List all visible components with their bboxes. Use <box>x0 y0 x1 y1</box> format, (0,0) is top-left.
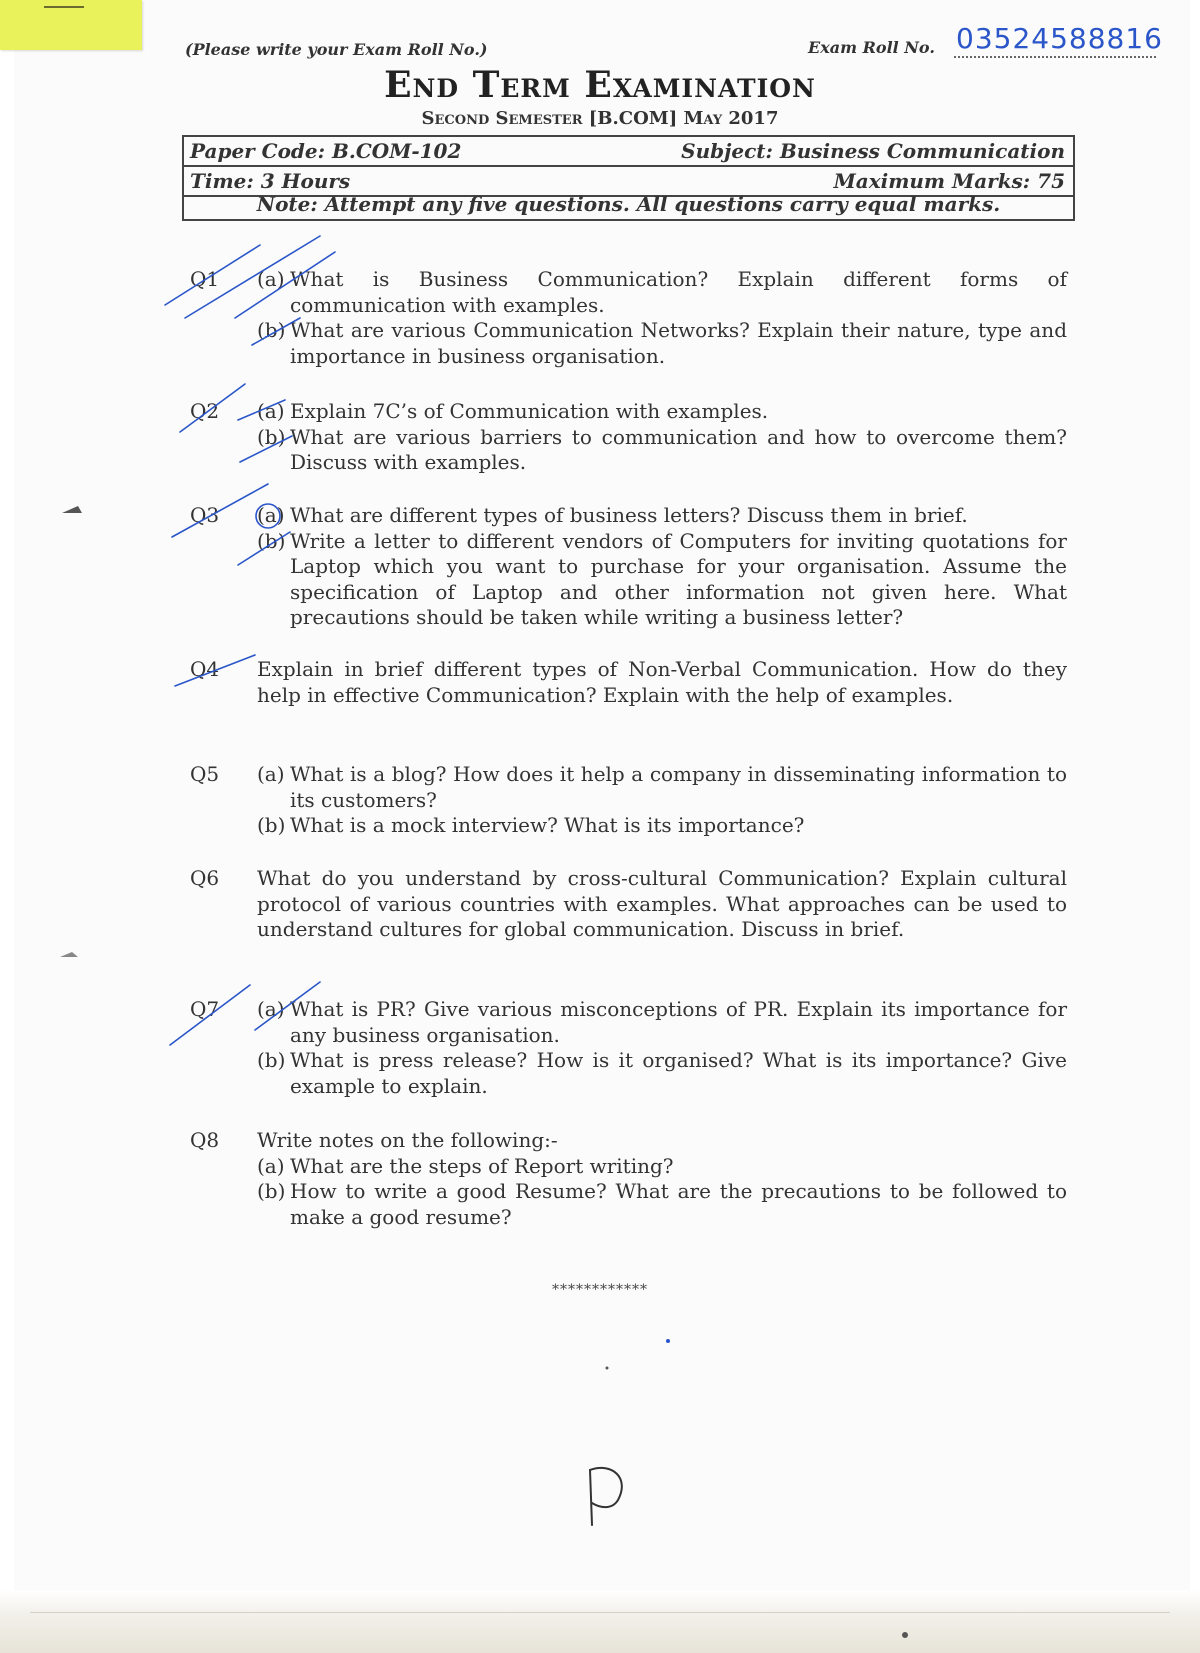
part-text: What is press release? How is it organised? What is its importance? Give example to explain. <box>290 1048 1067 1098</box>
part-text: Explain 7C’s of Communication with examples. <box>290 399 769 423</box>
question-body <box>257 866 1067 943</box>
semester-line <box>0 108 1200 129</box>
part-text: What are different types of business letters? Discuss them in brief. <box>290 503 968 527</box>
part-text: How to write a good Resume? What are the precautions to be followed to make a good resume? <box>290 1179 1067 1229</box>
question-body <box>257 997 1067 1099</box>
part-text: What are various barriers to communication and how to overcome them? Discuss with examples. <box>290 424 1067 474</box>
part-text: What is Business Communication? Explain different forms of communication with examples. <box>290 267 1067 317</box>
roll-number-instruction: (Please write your Exam Roll No.) <box>185 40 488 59</box>
question-number: Q5 <box>190 762 220 786</box>
question-body <box>257 762 1067 839</box>
subject: Subject: Business Communication <box>681 139 1065 163</box>
part-text: What is a blog? How does it help a company in disseminating information to its customers? <box>290 762 1067 812</box>
roll-number-label: Exam Roll No. <box>808 38 935 57</box>
question-number: Q1 <box>190 267 220 291</box>
exam-title-text: End Term Examination <box>384 64 816 106</box>
part-letter: (a) <box>257 762 285 786</box>
part-letter: (a) <box>257 399 285 423</box>
part-letter: (b) <box>257 1179 286 1203</box>
question-number: Q6 <box>190 866 220 890</box>
question-number: Q4 <box>190 657 220 681</box>
question-number: Q2 <box>190 399 220 423</box>
question-part-b <box>257 1179 1067 1230</box>
question-body <box>257 1128 1067 1230</box>
question-body <box>257 657 1067 708</box>
part-text: What are the steps of Report writing? <box>290 1153 674 1178</box>
paper-code: Paper Code: B.COM-102 <box>190 139 462 163</box>
part-text: Write a letter to different vendors of Computers for inviting quotations for Laptop which you want to purchase for your organisation. Assume the specification of Laptop and other information not given here. What precautions should be taken while writing a business letter? <box>290 528 1067 629</box>
question-part-a <box>257 399 1067 425</box>
part-letter: (b) <box>257 318 286 342</box>
question-part-b <box>257 1048 1067 1099</box>
part-letter: (a) <box>257 1153 285 1178</box>
scan-bottom-edge <box>0 1590 1200 1653</box>
paper-info-box <box>182 135 1075 197</box>
question-part-a <box>257 762 1067 813</box>
question-number: Q7 <box>190 997 220 1021</box>
question-text: Explain in brief different types of Non-Verbal Communication. How do they help in effective Communication? Explain with the help of examples. <box>257 657 1067 707</box>
question-part-a <box>257 1154 1067 1180</box>
semester-text: Second Semester [B.COM] May 2017 <box>421 108 779 129</box>
question-intro: Write notes on the following:- <box>257 1128 558 1152</box>
part-text: What is PR? Give various misconceptions of PR. Explain its importance for any business organisation. <box>290 997 1067 1047</box>
question-part-b <box>257 425 1067 476</box>
part-letter: (a) <box>257 503 285 527</box>
maximum-marks: Maximum Marks: 75 <box>833 169 1065 193</box>
part-text: What is a mock interview? What is its importance? <box>290 813 805 837</box>
end-of-paper-stars: ************ <box>552 1282 648 1298</box>
part-letter: (b) <box>257 813 286 837</box>
question-body <box>257 267 1067 369</box>
sticky-note <box>0 0 142 50</box>
sticky-note-mark <box>44 6 84 8</box>
question-body <box>257 503 1067 631</box>
exam-title <box>0 64 1200 106</box>
part-letter: (b) <box>257 1048 286 1072</box>
part-letter: (b) <box>257 424 286 449</box>
question-text: What do you understand by cross-cultural Communication? Explain cultural protocol of various countries with examples. What approaches can be used to understand cultures for global communication. Discuss in brief. <box>257 866 1067 941</box>
instructions-note: Note: Attempt any five questions. All questions carry equal marks. <box>182 191 1075 221</box>
part-letter: (a) <box>257 267 285 291</box>
question-part-b <box>257 813 1067 839</box>
question-part-a <box>257 267 1067 318</box>
part-letter: (a) <box>257 997 285 1021</box>
paper-info-row-1 <box>184 137 1073 167</box>
question-body <box>257 399 1067 476</box>
part-letter: (b) <box>257 528 286 553</box>
question-part-b <box>257 318 1067 369</box>
question-part-b <box>257 529 1067 631</box>
scan-edge-line <box>30 1612 1170 1613</box>
question-number: Q8 <box>190 1128 220 1152</box>
roll-number-value: 03524588816 <box>954 22 1156 58</box>
question-part-a <box>257 997 1067 1048</box>
question-number: Q3 <box>190 503 220 527</box>
time-allowed: Time: 3 Hours <box>190 169 351 193</box>
part-text: What are various Communication Networks? Explain their nature, type and importance in business organisation. <box>290 318 1067 368</box>
question-part-a <box>257 503 1067 529</box>
